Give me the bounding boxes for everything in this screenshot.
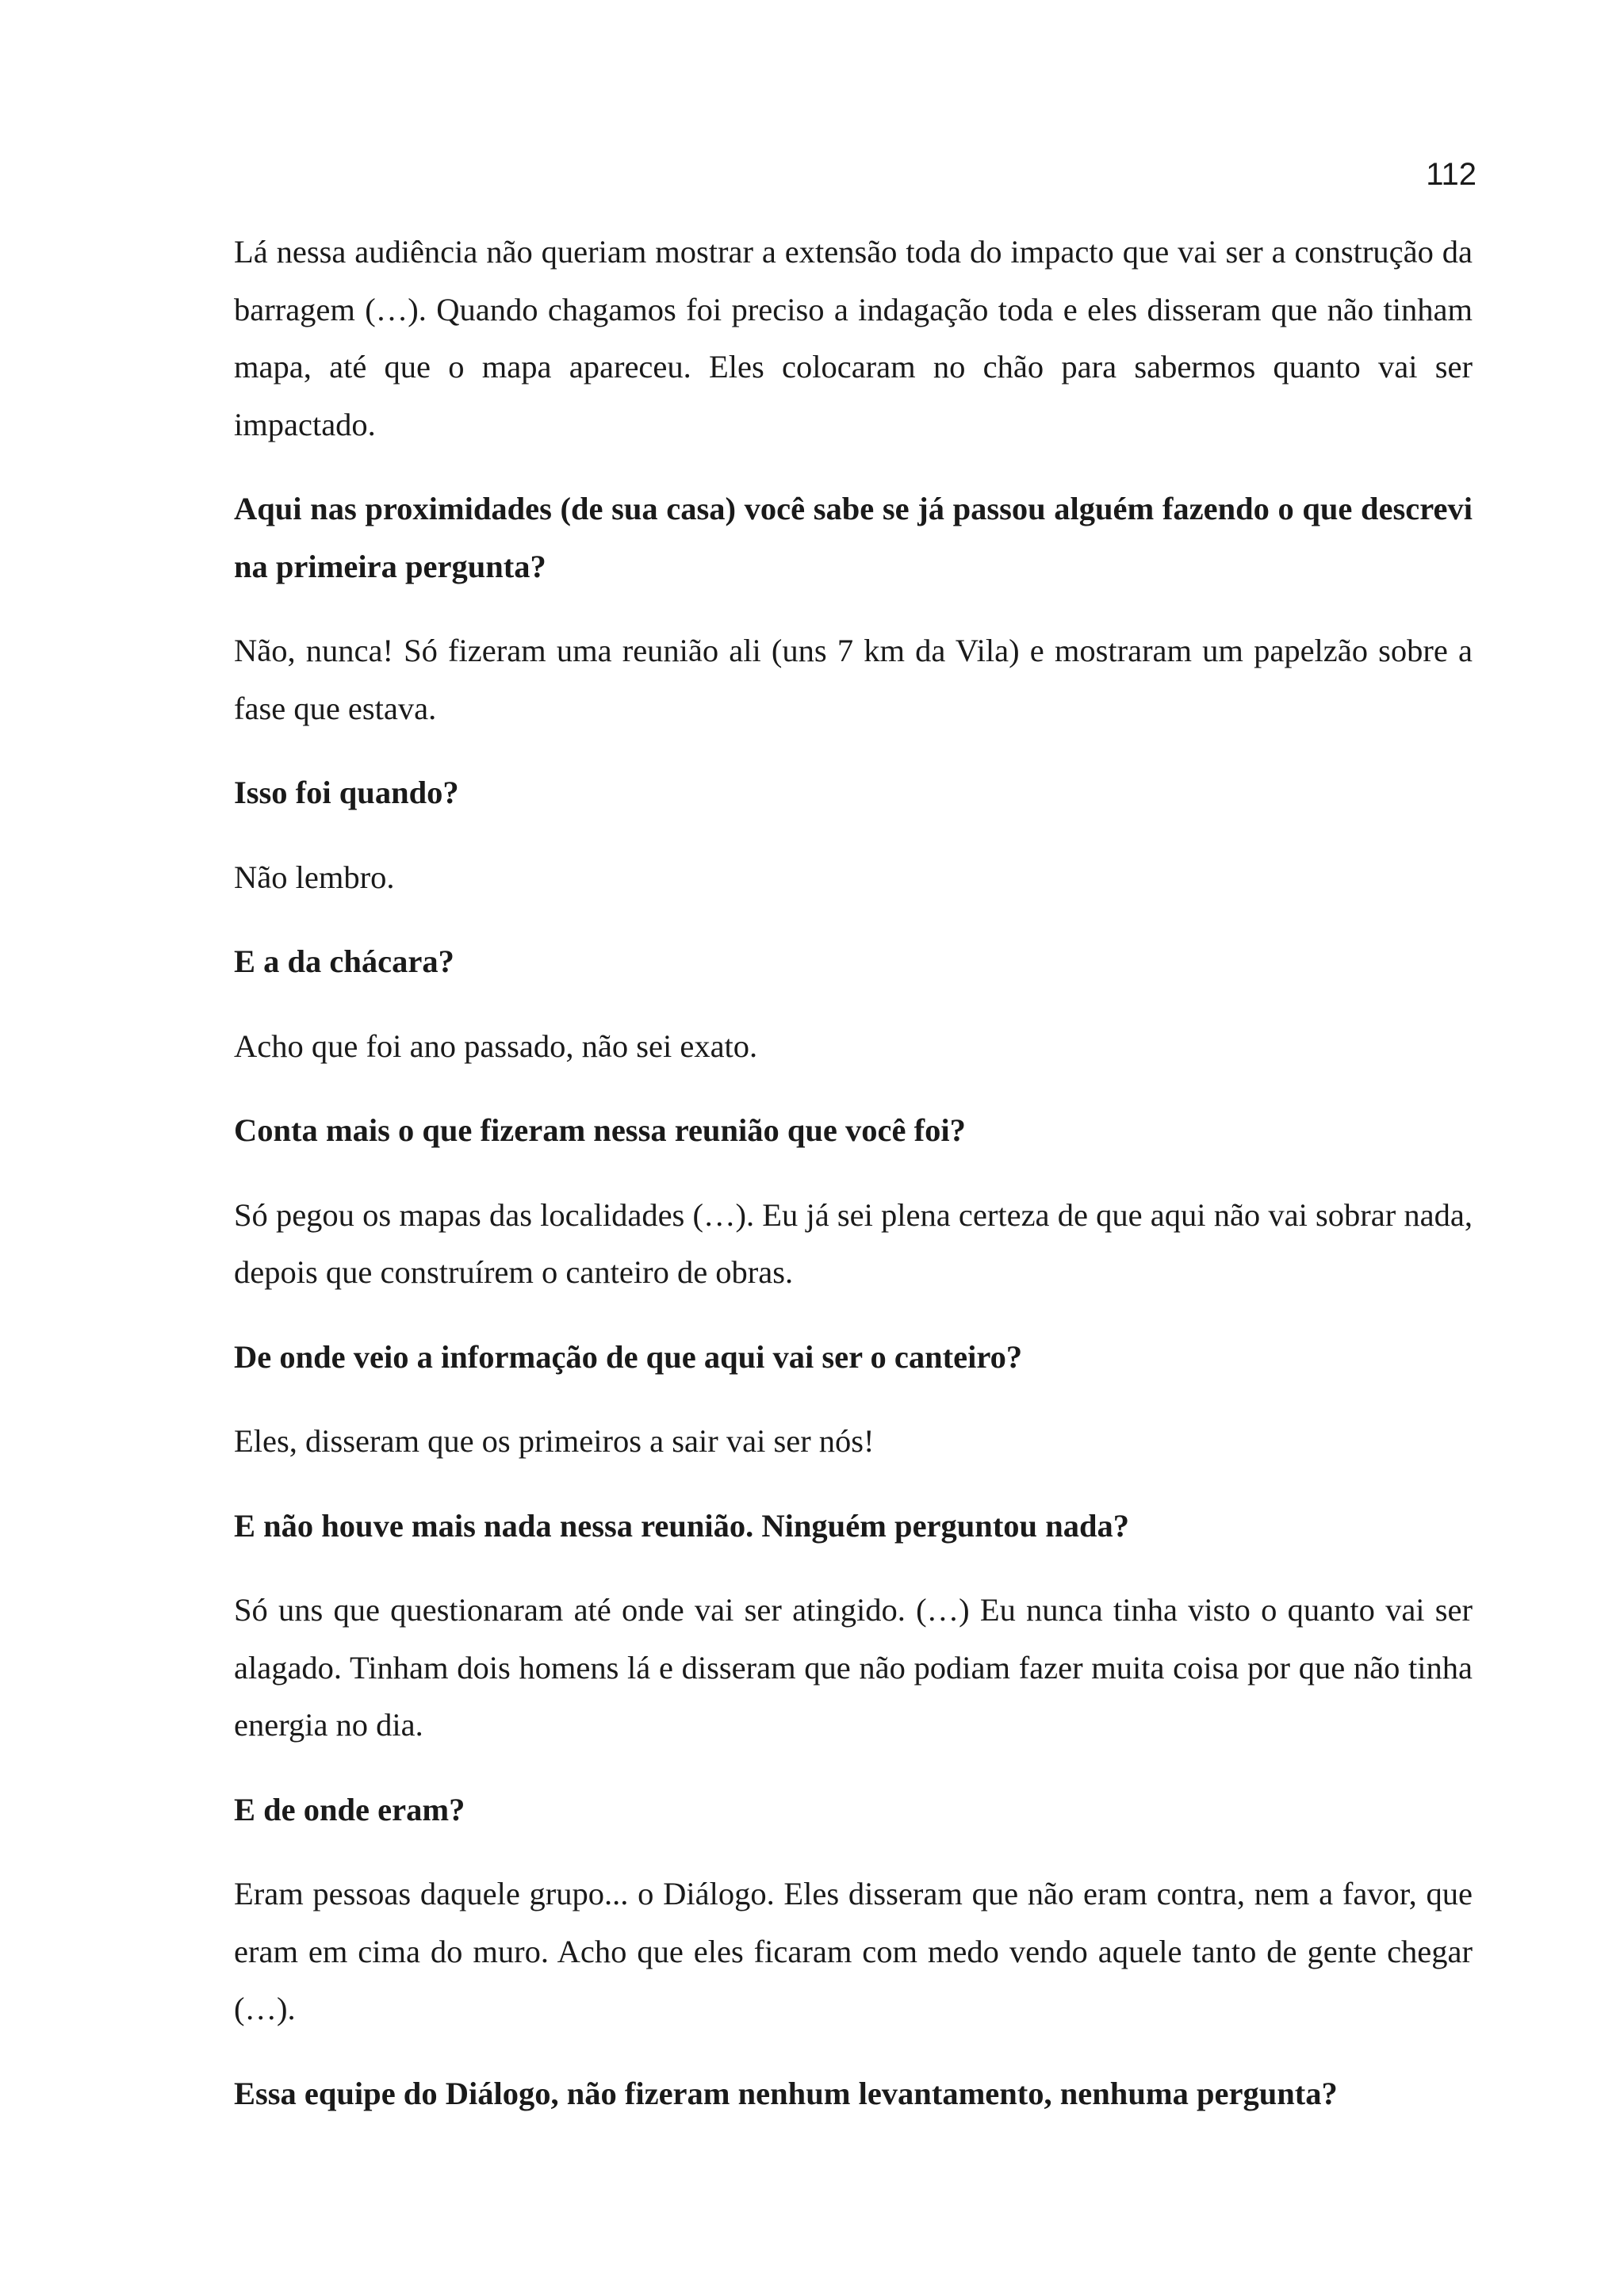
answer-paragraph: Só pegou os mapas das localidades (…). Eu já sei plena certeza de que aqui não vai sobrar nada, depois que construírem o canteiro de obras. xyxy=(234,1196,1473,1290)
question-paragraph: E não houve mais nada nessa reunião. Ninguém perguntou nada? xyxy=(234,1507,1129,1544)
page-number: 112 xyxy=(1426,157,1477,192)
question-paragraph: Aqui nas proximidades (de sua casa) você sabe se já passou alguém fazendo o que descrevi na primeira pergunta? xyxy=(234,491,1473,584)
answer-paragraph: Só uns que questionaram até onde vai ser atingido. (…) Eu nunca tinha visto o quanto vai ser alagado. Tinham dois homens lá e disseram que não podiam fazer muita coisa por que não tinha energia no dia. xyxy=(234,1592,1473,1743)
question-paragraph: De onde veio a informação de que aqui vai ser o canteiro? xyxy=(234,1338,1023,1375)
answer-paragraph: Eram pessoas daquele grupo... o Diálogo. Eles disseram que não eram contra, nem a favor, que eram em cima do muro. Acho que eles ficaram com medo vendo aquele tanto de gente chegar (…). xyxy=(234,1876,1473,2026)
question-paragraph: E de onde eram? xyxy=(234,1791,465,1827)
question-paragraph: Essa equipe do Diálogo, não fizeram nenhum levantamento, nenhuma pergunta? xyxy=(234,2075,1338,2111)
question-paragraph: E a da chácara? xyxy=(234,943,454,979)
answer-paragraph: Eles, disseram que os primeiros a sair vai ser nós! xyxy=(234,1423,875,1459)
question-paragraph: Conta mais o que fizeram nessa reunião que você foi? xyxy=(234,1112,966,1148)
document-body xyxy=(234,224,1473,2122)
answer-paragraph: Lá nessa audiência não queriam mostrar a extensão toda do impacto que vai ser a construção da barragem (…). Quando chagamos foi preciso a indagação toda e eles disseram que não tinham mapa, até que o mapa apareceu. Eles colocaram no chão para sabermos quanto vai ser impactado. xyxy=(234,234,1473,442)
question-paragraph: Isso foi quando? xyxy=(234,775,459,810)
answer-paragraph: Não, nunca! Só fizeram uma reunião ali (uns 7 km da Vila) e mostraram um papelzão sobre a fase que estava. xyxy=(234,633,1473,726)
answer-paragraph: Acho que foi ano passado, não sei exato. xyxy=(234,1027,758,1064)
answer-paragraph: Não lembro. xyxy=(234,859,395,895)
